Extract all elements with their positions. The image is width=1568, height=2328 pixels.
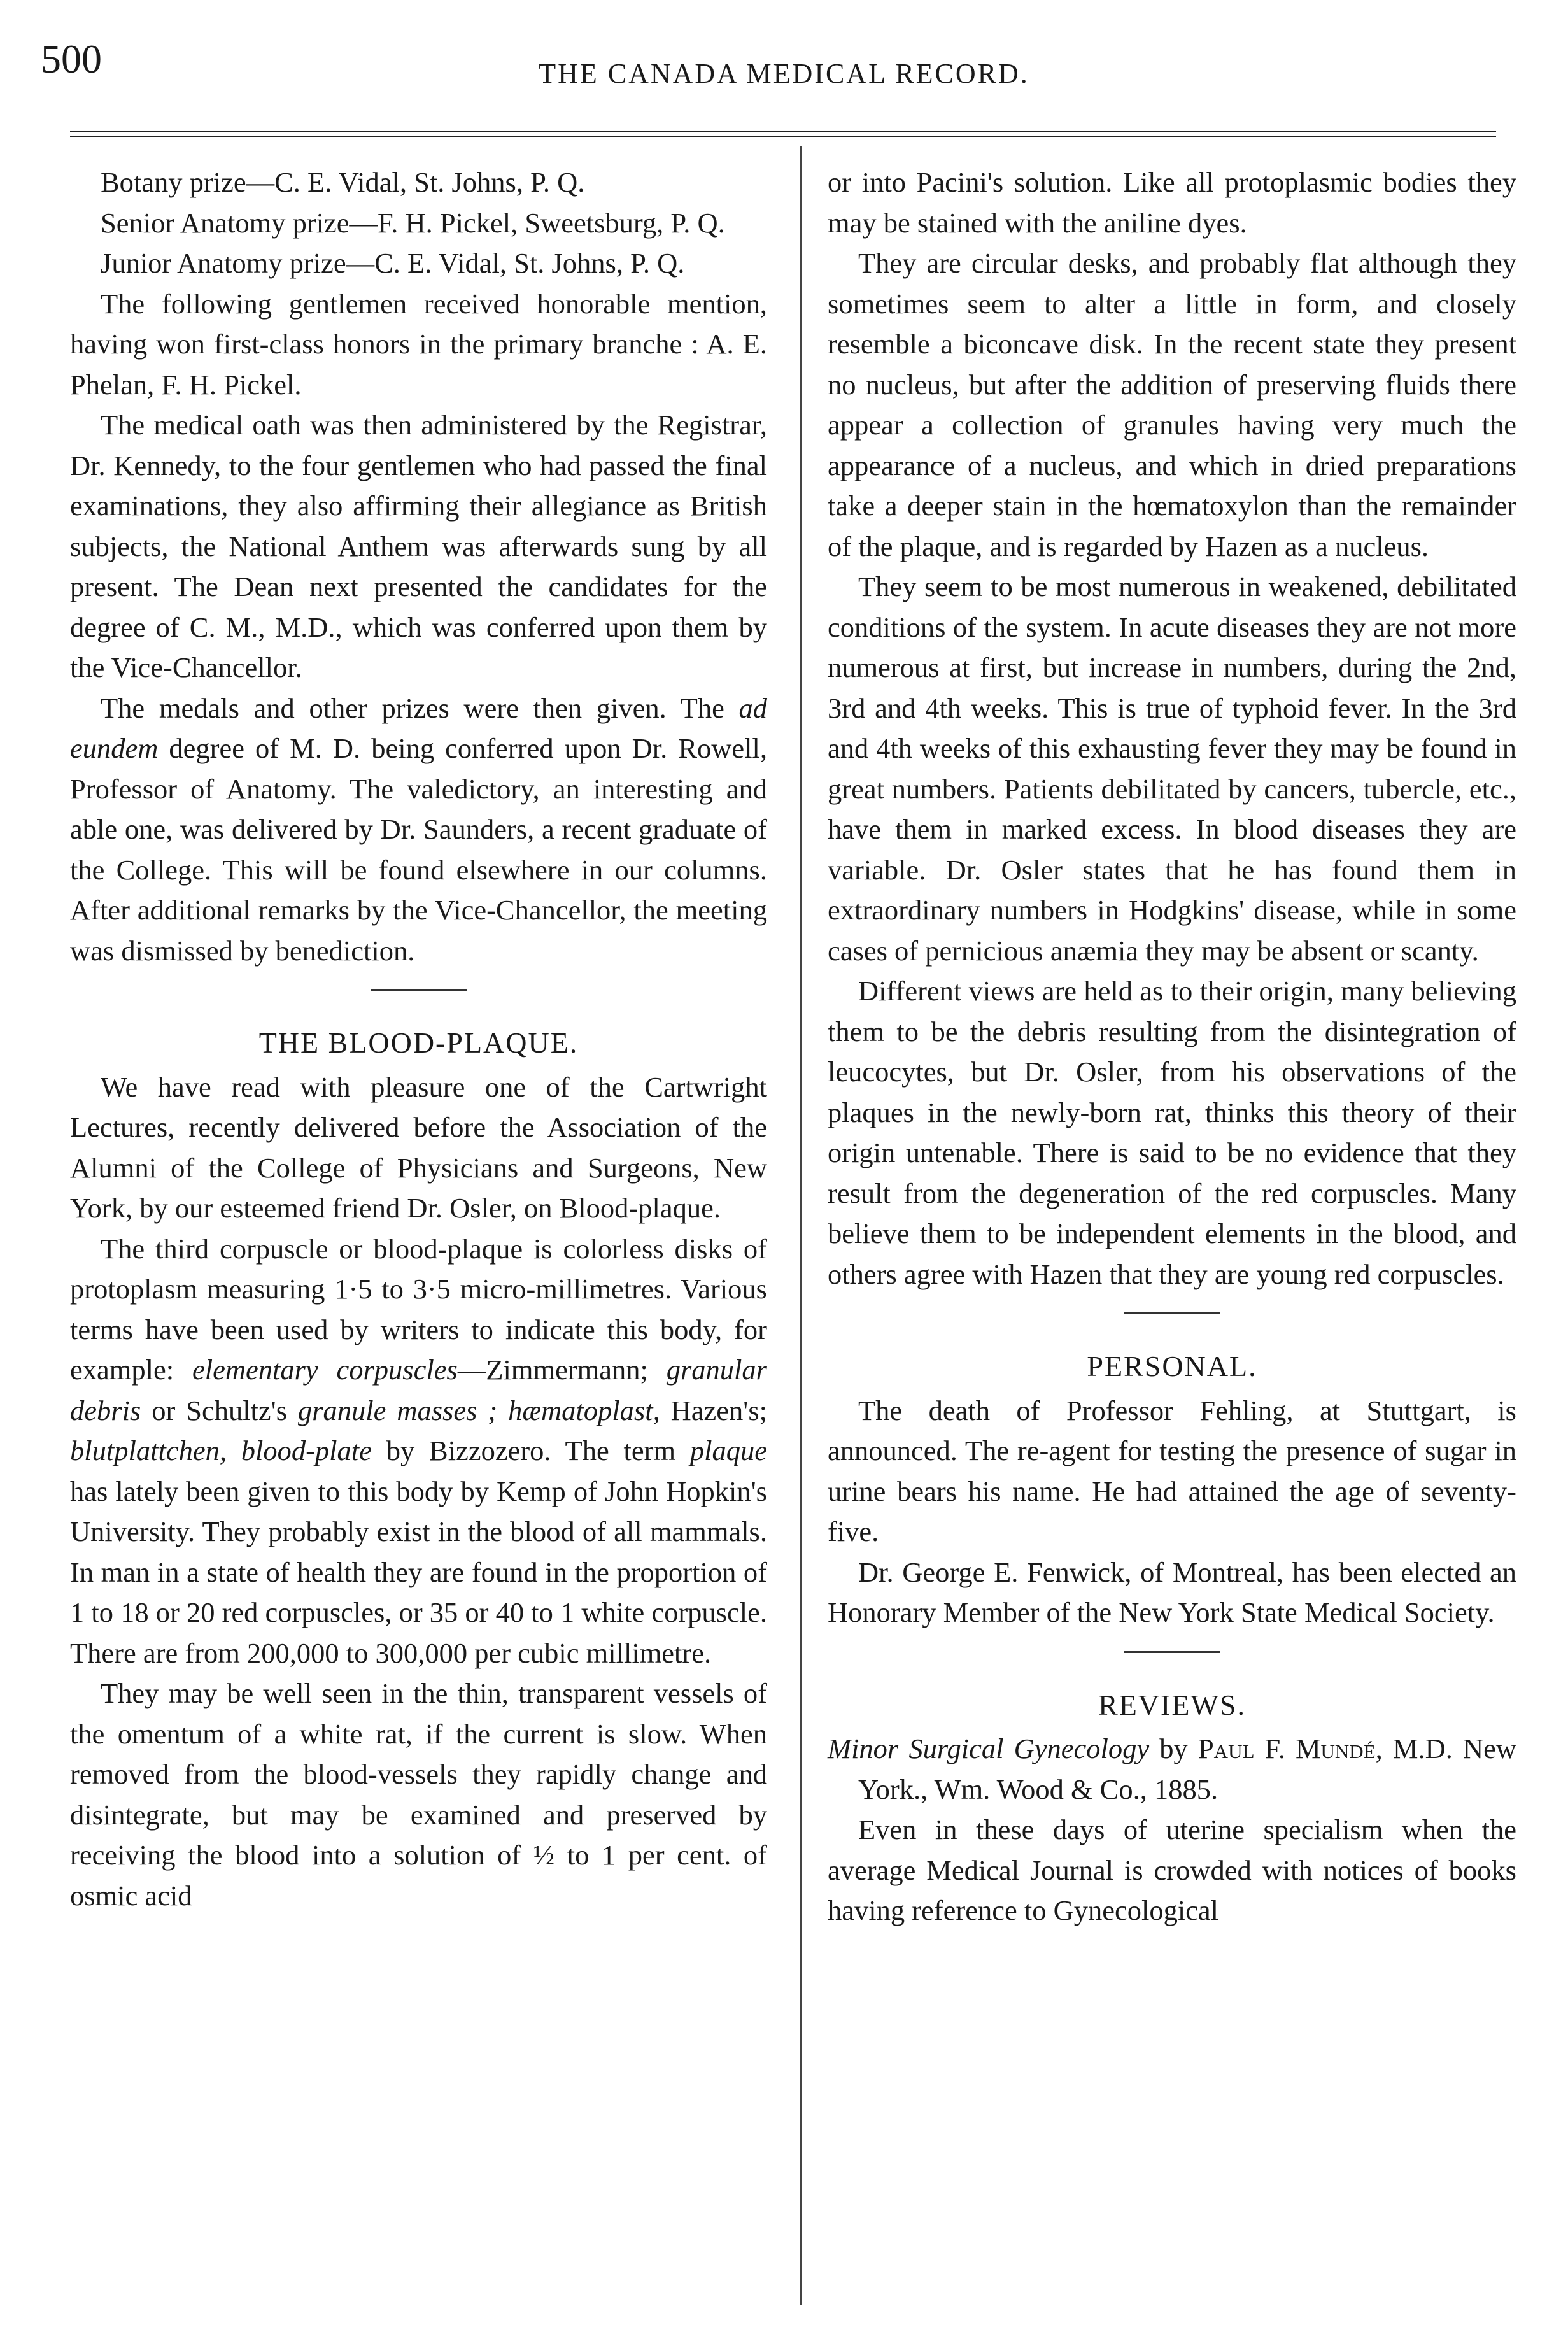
paragraph xyxy=(70,688,767,972)
book-title: Minor Surgical Gynecology xyxy=(828,1733,1150,1764)
paragraph: Different views are held as to their origin, many believing them to be the debris resulting from the disintegration of leucocytes, but Dr. Osler, from his observations of the plaques in the newly-born rat, thinks this theory of their origin untenable. There is said to be no evidence that they result from the degeneration of the red corpuscles. Many believe them to be independent elements in the blood, and others agree with Hazen that they are young red corpuscles. xyxy=(828,975,1516,1290)
paragraph: The following gentlemen received honorable mention, having won first-class honors in the primary branche : A. E. Phelan, F. H. Pickel. xyxy=(70,287,767,401)
section-separator xyxy=(1124,1312,1220,1314)
italic-text: granule masses ; hæmatoplast, xyxy=(297,1394,660,1426)
paragraph: We have read with pleasure one of the Cartwright Lectures, recently delivered before the Association of the Alumni of the College of Physicians and Surgeons, New York, by our esteemed friend Dr. Osler, on Blood-plaque. xyxy=(70,1070,767,1224)
text: The third corpuscle or blood-plaque is colorless disks of protoplasm measuring 1·5 to 3·5 micro-millimetres. Various terms have been used by writers to indicate this body, for example: xyxy=(70,1232,767,1386)
text: The medals and other prizes were then given. The xyxy=(101,692,739,724)
italic-text: ad eundem xyxy=(70,692,767,764)
text: has lately been given to this body by Kemp of John Hopkin's University. They probably exist in the blood of all mammals. In man in a state of health they are found in the proportion of 1 to 18 or 20 red corpuscles, or 35 or 40 to 1 white corpuscle. There are from 200,000 to 300,000 per cubic millimetre. xyxy=(70,1475,767,1669)
running-head: THE CANADA MEDICAL RECORD. xyxy=(539,58,1029,89)
review-citation xyxy=(828,1729,1516,1810)
italic-text: granular debris xyxy=(70,1354,767,1426)
paragraph xyxy=(70,1229,767,1674)
header-rule-bottom xyxy=(70,136,1496,137)
italic-text: plaque xyxy=(689,1435,768,1466)
right-column xyxy=(828,162,1516,1931)
section-heading: PERSONAL. xyxy=(1087,1350,1257,1382)
section-separator xyxy=(371,989,467,991)
paragraph: Botany prize—C. E. Vidal, St. Johns, P. Q. xyxy=(101,166,585,198)
column-divider xyxy=(800,146,802,2305)
section-heading: REVIEWS. xyxy=(1098,1688,1246,1721)
text: degree of M. D. being conferred upon Dr. Rowell, Professor of Anatomy. The valedictory, an interesting and able one, was delivered by Dr. Saunders, a recent graduate of the College. This will be found elsewhere in our columns. After additional remarks by the Vice-Chancellor, the meeting was dismissed by benediction. xyxy=(70,732,767,967)
text: by xyxy=(1149,1733,1198,1764)
paragraph: Senior Anatomy prize—F. H. Pickel, Sweetsburg, P. Q. xyxy=(101,206,725,239)
left-column xyxy=(70,162,767,1916)
italic-text: elementary corpuscles xyxy=(192,1354,458,1386)
text: Hazen's; xyxy=(660,1394,767,1426)
paragraph: Junior Anatomy prize—C. E. Vidal, St. Johns, P. Q. xyxy=(101,247,685,279)
paragraph-continued: or into Pacini's solution. Like all protoplasmic bodies they may be stained with the aniline dyes. xyxy=(828,166,1516,239)
text: or Schultz's xyxy=(141,1394,298,1426)
author-name: Paul F. Mundé, xyxy=(1197,1733,1383,1764)
paragraph: The death of Professor Fehling, at Stuttgart, is announced. The re-agent for testing the presence of sugar in urine bears his name. He had attained the age of seventy-five. xyxy=(828,1394,1516,1547)
paragraph: They may be well seen in the thin, transparent vessels of the omentum of a white rat, if the current is slow. When removed from the blood-vessels they rapidly change and disintegrate, but may be examined and preserved by receiving the blood into a solution of ½ to 1 per cent. of osmic acid xyxy=(70,1677,767,1912)
text: by Bizzozero. The term xyxy=(371,1435,690,1466)
paragraph: Even in these days of uterine specialism when the average Medical Journal is crowded with notices of books having reference to Gynecological xyxy=(828,1813,1516,1926)
section-separator xyxy=(1124,1651,1220,1653)
text: M.D. New York., Wm. Wood & Co., 1885. xyxy=(858,1733,1517,1805)
text: —Zimmermann; xyxy=(457,1354,667,1386)
paragraph: They seem to be most numerous in weakened, debilitated conditions of the system. In acute diseases they are not more numerous at first, but increase in numbers, during the 2nd, 3rd and 4th weeks. This is true of typhoid fever. In the 3rd and 4th weeks of this exhausting fever they may be found in great numbers. Patients debilitated by cancers, tubercle, etc., have them in marked excess. In blood diseases they are variable. Dr. Osler states that he has found them in extraordinary numbers in Hodgkins' disease, while in some cases of pernicious anæmia they may be absent or scanty. xyxy=(828,571,1516,967)
paragraph: Dr. George E. Fenwick, of Montreal, has been elected an Honorary Member of the New York State Medical Society. xyxy=(828,1556,1516,1628)
header-rule-top xyxy=(70,131,1496,132)
page-number: 500 xyxy=(41,36,102,82)
paragraph: The medical oath was then administered by the Registrar, Dr. Kennedy, to the four gentlemen who had passed the final examinations, they also affirming their allegiance as British subjects, the National Anthem was afterwards sung by all present. The Dean next presented the candidates for the degree of C. M., M.D., which was conferred upon them by the Vice-Chancellor. xyxy=(70,409,767,683)
section-heading: THE BLOOD-PLAQUE. xyxy=(258,1026,579,1059)
paragraph: They are circular desks, and probably flat although they sometimes seem to alter a little in form, and closely resemble a biconcave disk. In the recent state they present no nucleus, but after the addition of preserving fluids there appear a collection of granules having very much the appearance of a nucleus, and which in dried preparations take a deeper stain in the hœmatoxylon than the remainder of the plaque, and is regarded by Hazen as a nucleus. xyxy=(828,247,1516,562)
italic-text: blutplattchen, blood-plate xyxy=(70,1435,372,1466)
